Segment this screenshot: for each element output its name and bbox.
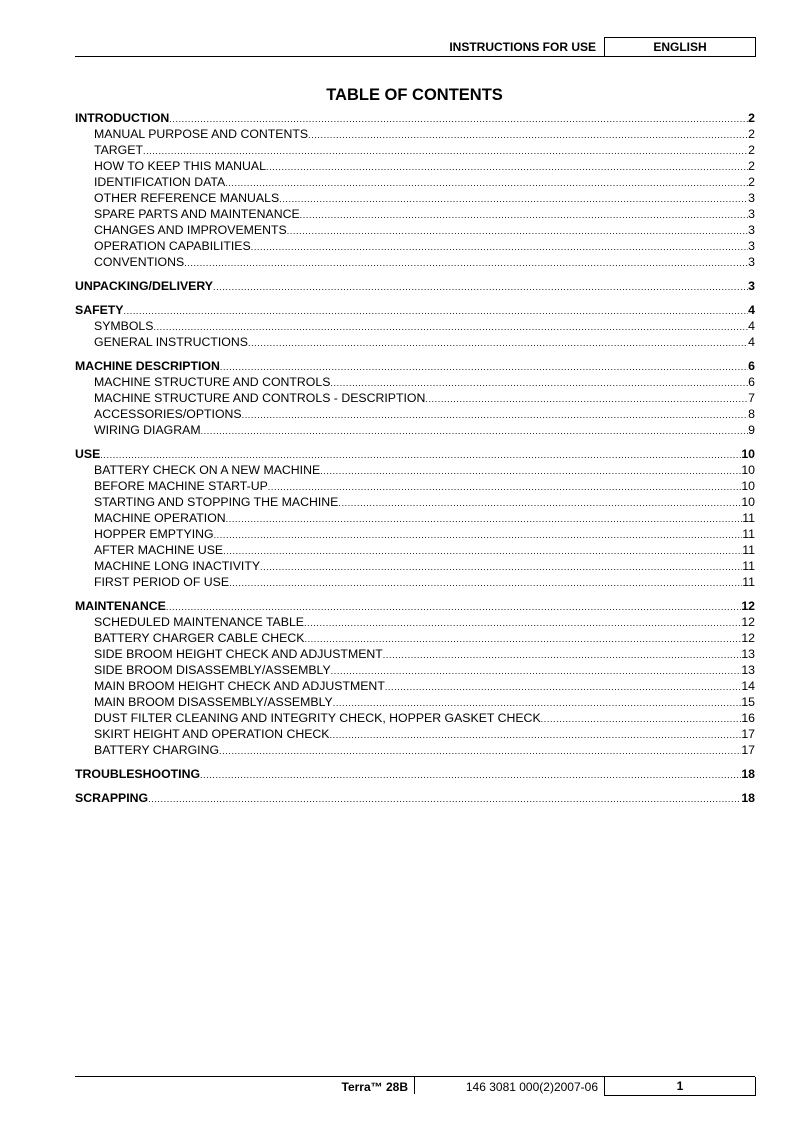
toc-entry-page: 12 xyxy=(741,615,755,629)
toc-subsection[interactable] xyxy=(75,558,755,574)
toc-entry-page: 11 xyxy=(742,575,755,589)
dot-leader xyxy=(248,335,748,351)
toc-subsection[interactable] xyxy=(75,254,755,270)
dot-leader xyxy=(166,599,741,615)
toc-subsection[interactable] xyxy=(75,662,755,678)
toc-subsection[interactable] xyxy=(75,478,755,494)
toc-subsection[interactable] xyxy=(75,126,755,142)
toc-subsection[interactable] xyxy=(75,646,755,662)
dot-leader xyxy=(200,767,741,783)
toc-entry-label: CONVENTIONS xyxy=(94,255,185,269)
toc-section[interactable] xyxy=(75,358,755,374)
toc-entry-label: OTHER REFERENCE MANUALS xyxy=(94,191,280,205)
dot-leader xyxy=(333,695,742,711)
toc-subsection[interactable] xyxy=(75,190,755,206)
toc-entry-label: SPARE PARTS AND MAINTENANCE xyxy=(94,207,300,221)
toc-subsection[interactable] xyxy=(75,494,755,510)
toc-entry-label: MAINTENANCE xyxy=(75,599,166,613)
footer-code: 146 3081 000(2)2007-06 xyxy=(465,1080,598,1094)
toc-subsection[interactable] xyxy=(75,678,755,694)
toc-subsection[interactable] xyxy=(75,710,755,726)
toc-section[interactable] xyxy=(75,278,755,294)
toc-entry-page: 12 xyxy=(741,631,755,645)
dot-leader xyxy=(220,359,748,375)
toc-entry-page: 10 xyxy=(741,463,755,477)
toc-entry-page: 2 xyxy=(748,175,755,189)
dot-leader xyxy=(287,223,748,239)
dot-leader xyxy=(201,423,749,439)
toc-entry-page: 4 xyxy=(748,335,755,349)
toc-entry-page: 10 xyxy=(741,495,755,509)
dot-leader xyxy=(100,447,741,463)
dot-leader xyxy=(214,527,743,543)
page-title: TABLE OF CONTENTS xyxy=(326,86,503,104)
toc-entry-page: 2 xyxy=(748,159,755,173)
toc-entry-label: STARTING AND STOPPING THE MACHINE xyxy=(94,495,339,509)
toc-entry-label: SIDE BROOM HEIGHT CHECK AND ADJUSTMENT xyxy=(94,647,383,661)
toc-entry-label: MACHINE LONG INACTIVITY xyxy=(94,559,261,573)
toc-section[interactable] xyxy=(75,446,755,462)
toc-entry-label: GENERAL INSTRUCTIONS xyxy=(94,335,248,349)
toc-entry-page: 3 xyxy=(748,239,755,253)
toc-entry-label: HOPPER EMPTYING xyxy=(94,527,214,541)
dot-leader xyxy=(143,143,748,159)
dot-leader xyxy=(385,679,741,695)
toc-entry-page: 3 xyxy=(748,279,755,293)
dot-leader xyxy=(213,279,748,295)
toc-entry-page: 3 xyxy=(748,255,755,269)
toc-entry-page: 11 xyxy=(742,511,755,525)
toc-entry-page: 6 xyxy=(748,359,755,373)
dot-leader xyxy=(242,407,749,423)
toc-entry-label: MACHINE STRUCTURE AND CONTROLS - DESCRIPTION xyxy=(94,391,426,405)
toc-entry-label: SKIRT HEIGHT AND OPERATION CHECK xyxy=(94,727,330,741)
toc-entry-page: 11 xyxy=(742,527,755,541)
dot-leader xyxy=(124,303,749,319)
toc-subsection[interactable] xyxy=(75,334,755,350)
dot-leader xyxy=(153,319,748,335)
toc-subsection[interactable] xyxy=(75,406,755,422)
toc-entry-label: IDENTIFICATION DATA xyxy=(94,175,226,189)
toc-entry-label: SCRAPPING xyxy=(75,791,149,805)
toc-entry-page: 4 xyxy=(748,303,755,317)
toc-section[interactable] xyxy=(75,302,755,318)
toc-entry-label: SCHEDULED MAINTENANCE TABLE xyxy=(94,615,305,629)
toc-subsection[interactable] xyxy=(75,222,755,238)
toc-entry-label: HOW TO KEEP THIS MANUAL xyxy=(94,159,266,173)
toc-entry-page: 10 xyxy=(741,479,755,493)
toc-entry-page: 13 xyxy=(741,663,755,677)
dot-leader xyxy=(279,191,748,207)
toc-entry-page: 11 xyxy=(742,543,755,557)
toc-entry-page: 17 xyxy=(741,727,755,741)
toc-entry-label: TROUBLESHOOTING xyxy=(75,767,201,781)
toc-subsection[interactable] xyxy=(75,206,755,222)
dot-leader xyxy=(184,255,748,271)
toc-entry-page: 7 xyxy=(748,391,755,405)
toc-entry-page: 8 xyxy=(748,407,755,421)
dot-leader xyxy=(320,463,741,479)
toc-subsection[interactable] xyxy=(75,390,755,406)
toc-subsection[interactable] xyxy=(75,142,755,158)
toc-entry-label: SYMBOLS xyxy=(94,319,154,333)
toc-subsection[interactable] xyxy=(75,174,755,190)
dot-leader xyxy=(330,375,748,391)
toc-subsection[interactable] xyxy=(75,726,755,742)
toc-entry-page: 11 xyxy=(742,559,755,573)
toc-subsection[interactable] xyxy=(75,238,755,254)
footer-model: Terra™ 28B xyxy=(341,1080,408,1094)
toc-entry-page: 4 xyxy=(748,319,755,333)
header-title: INSTRUCTIONS FOR USE xyxy=(449,40,596,54)
toc-subsection[interactable] xyxy=(75,630,755,646)
toc-entry-label: BATTERY CHECK ON A NEW MACHINE xyxy=(94,463,321,477)
dot-leader xyxy=(304,615,741,631)
toc-entry-page: 18 xyxy=(741,767,755,781)
dot-leader xyxy=(308,127,748,143)
toc-subsection[interactable] xyxy=(75,526,755,542)
dot-leader xyxy=(300,207,748,223)
header-language: ENGLISH xyxy=(604,37,756,57)
toc-entry-page: 3 xyxy=(748,223,755,237)
toc-subsection[interactable] xyxy=(75,574,755,590)
toc-entry-page: 9 xyxy=(748,423,755,437)
toc-entry-page: 2 xyxy=(748,127,755,141)
dot-leader xyxy=(268,479,742,495)
toc-entry-label: UNPACKING/DELIVERY xyxy=(75,279,214,293)
toc-entry-label: MAIN BROOM HEIGHT CHECK AND ADJUSTMENT xyxy=(94,679,385,693)
dot-leader xyxy=(219,743,741,759)
table-of-contents xyxy=(75,110,755,806)
toc-entry-page: 6 xyxy=(748,375,755,389)
toc-entry-label: MACHINE STRUCTURE AND CONTROLS xyxy=(94,375,331,389)
toc-entry-page: 14 xyxy=(741,679,755,693)
toc-subsection[interactable] xyxy=(75,542,755,558)
dot-leader xyxy=(383,647,742,663)
toc-entry-label: WIRING DIAGRAM xyxy=(94,423,201,437)
footer-separator xyxy=(414,1077,415,1094)
toc-entry-label: ACCESSORIES/OPTIONS xyxy=(94,407,242,421)
dot-leader xyxy=(425,391,748,407)
toc-entry-label: MANUAL PURPOSE AND CONTENTS xyxy=(94,127,309,141)
toc-subsection[interactable] xyxy=(75,158,755,174)
dot-leader xyxy=(225,175,748,191)
dot-leader xyxy=(226,511,743,527)
dot-leader xyxy=(330,727,742,743)
toc-subsection[interactable] xyxy=(75,510,755,526)
dot-leader xyxy=(338,495,741,511)
toc-entry-label: FIRST PERIOD OF USE xyxy=(94,575,230,589)
toc-entry-label: INTRODUCTION xyxy=(75,111,170,125)
header-rule xyxy=(75,56,605,57)
dot-leader xyxy=(260,559,742,575)
dot-leader xyxy=(541,711,742,727)
toc-entry-label: AFTER MACHINE USE xyxy=(94,543,224,557)
toc-entry-page: 3 xyxy=(748,207,755,221)
toc-subsection[interactable] xyxy=(75,614,755,630)
toc-entry-label: DUST FILTER CLEANING AND INTEGRITY CHECK, HOPPER GASKET CHECK xyxy=(94,711,541,725)
dot-leader xyxy=(331,663,742,679)
toc-entry-page: 16 xyxy=(741,711,755,725)
toc-entry-label: CHANGES AND IMPROVEMENTS xyxy=(94,223,287,237)
toc-entry-label: MACHINE OPERATION xyxy=(94,511,226,525)
toc-section[interactable] xyxy=(75,598,755,614)
dot-leader xyxy=(148,791,741,807)
footer-page-number: 1 xyxy=(604,1077,756,1096)
toc-entry-label: BEFORE MACHINE START-UP xyxy=(94,479,268,493)
toc-entry-label: TARGET xyxy=(94,143,143,157)
toc-entry-page: 2 xyxy=(748,111,755,125)
toc-section[interactable] xyxy=(75,790,755,806)
toc-entry-label: MACHINE DESCRIPTION xyxy=(75,359,220,373)
toc-section[interactable] xyxy=(75,110,755,126)
dot-leader xyxy=(223,543,742,559)
toc-entry-page: 13 xyxy=(741,647,755,661)
dot-leader xyxy=(304,631,741,647)
toc-entry-page: 3 xyxy=(748,191,755,205)
toc-entry-label: SAFETY xyxy=(75,303,124,317)
toc-subsection[interactable] xyxy=(75,694,755,710)
toc-subsection[interactable] xyxy=(75,462,755,478)
toc-entry-label: MAIN BROOM DISASSEMBLY/ASSEMBLY xyxy=(94,695,333,709)
dot-leader xyxy=(169,111,748,127)
toc-entry-page: 12 xyxy=(741,599,755,613)
toc-subsection[interactable] xyxy=(75,422,755,438)
toc-entry-label: BATTERY CHARGING xyxy=(94,743,220,757)
toc-entry-page: 2 xyxy=(748,143,755,157)
toc-entry-page: 18 xyxy=(741,791,755,805)
toc-entry-label: SIDE BROOM DISASSEMBLY/ASSEMBLY xyxy=(94,663,331,677)
toc-entry-page: 15 xyxy=(741,695,755,709)
toc-subsection[interactable] xyxy=(75,318,755,334)
toc-section[interactable] xyxy=(75,766,755,782)
toc-entry-page: 17 xyxy=(741,743,755,757)
dot-leader xyxy=(251,239,748,255)
toc-entry-page: 10 xyxy=(741,447,755,461)
toc-entry-label: USE xyxy=(75,447,101,461)
toc-subsection[interactable] xyxy=(75,374,755,390)
toc-subsection[interactable] xyxy=(75,742,755,758)
toc-entry-label: BATTERY CHARGER CABLE CHECK xyxy=(94,631,305,645)
dot-leader xyxy=(229,575,742,591)
toc-entry-label: OPERATION CAPABILITIES xyxy=(94,239,251,253)
dot-leader xyxy=(266,159,748,175)
